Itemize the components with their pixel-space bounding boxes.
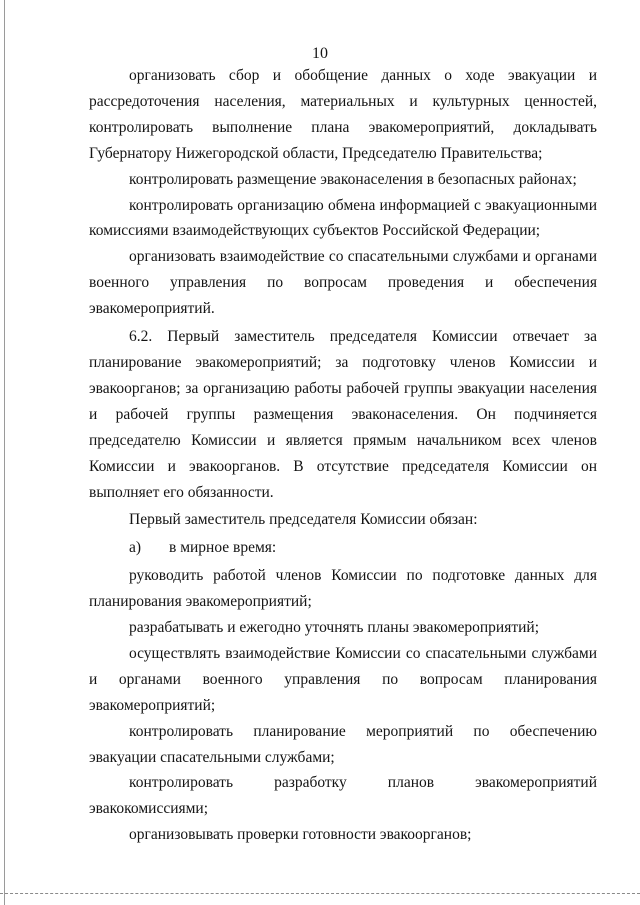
scan-bottom-edge	[0, 893, 640, 894]
document-body	[89, 63, 597, 848]
list-item-label: в мирное время:	[169, 539, 277, 557]
scan-left-edge	[4, 0, 5, 905]
list-item-peacetime	[89, 535, 597, 561]
page-number: 10	[312, 45, 328, 62]
paragraph: осуществлять взаимодействие Комиссии со спасательными службами и органами военного управления по вопросам планирования эвакомероприятий;	[89, 644, 597, 714]
paragraph: организовать сбор и обобщение данных о ходе эвакуации и рассредоточения населения, материальных и культурных ценностей, контролировать выполнение плана эвакомероприятий, докладывать Губернатору Нижегородской области, Председателю Правительства;	[89, 67, 597, 162]
paragraph: контролировать размещение эваконаселения в безопасных районах;	[129, 170, 577, 188]
paragraph: организовать взаимодействие со спасательными службами и органами военного управления по вопросам проведения и обеспечения эвакомероприятий.	[89, 248, 597, 318]
paragraph: руководить работой членов Комиссии по подготовке данных для планирования эвакомероприятий;	[89, 567, 597, 611]
paragraph: Первый заместитель председателя Комиссии обязан:	[129, 511, 478, 529]
paragraph: контролировать разработку планов эвакомероприятий эвакокомиссиями;	[89, 774, 597, 818]
paragraph: контролировать планирование мероприятий по обеспечению эвакуации спасательными службами;	[89, 722, 597, 766]
list-marker: а)	[129, 539, 142, 557]
section-paragraph-6-2: 6.2. Первый заместитель председателя Комиссии отвечает за планирование эвакомероприятий; за подготовку членов Комиссии и эвакоорганов; за организацию работы рабочей группы эвакуации населения и рабочей группы размещения эваконаселения. Он подчиняется председателю Комиссии и является прямым начальником всех членов Комиссии и эвакоорганов. В отсутствие председателя Комиссии он выполняет его обязанности.	[89, 328, 597, 501]
paragraph: контролировать организацию обмена информацией с эвакуационными комиссиями взаимодействующих субъектов Российской Федерации;	[89, 196, 597, 240]
paragraph: разрабатывать и ежегодно уточнять планы эвакомероприятий;	[129, 619, 540, 637]
paragraph: организовывать проверки готовности эвакоорганов;	[129, 826, 472, 844]
